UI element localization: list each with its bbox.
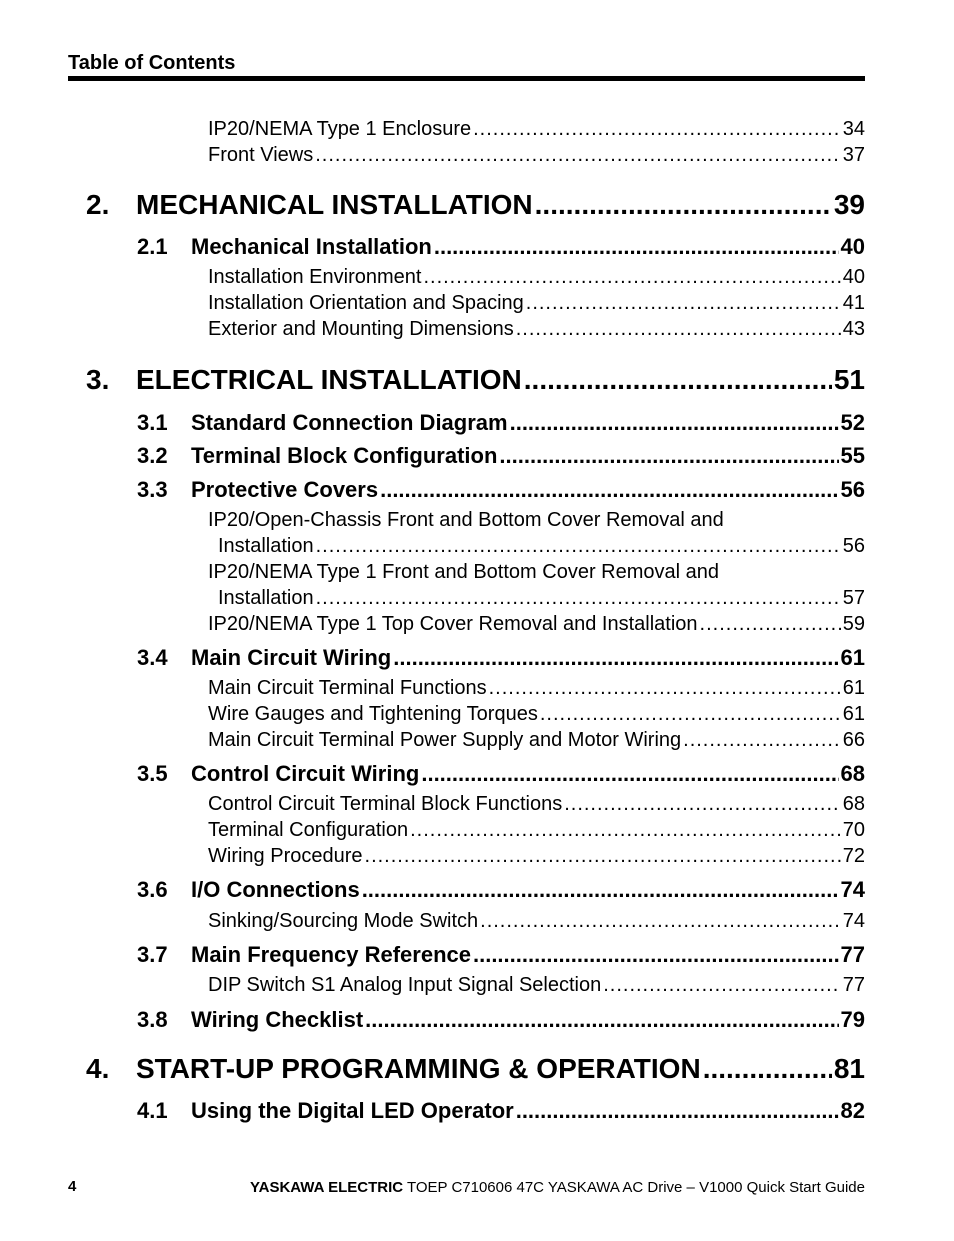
toc-page-number: 55 bbox=[840, 443, 865, 468]
leader-dots bbox=[703, 1053, 832, 1085]
header-title: Table of Contents bbox=[68, 52, 236, 74]
leader-dots bbox=[362, 877, 839, 903]
toc-section[interactable] bbox=[137, 761, 865, 787]
toc-label: DIP Switch S1 Analog Input Signal Selection bbox=[208, 974, 602, 996]
toc-label: Wiring Checklist bbox=[191, 1007, 364, 1032]
toc-page-number: 37 bbox=[842, 144, 865, 166]
toc-subentry[interactable] bbox=[208, 793, 865, 816]
leader-dots bbox=[393, 645, 838, 671]
footer-doc-text: TOEP C710606 47C YASKAWA AC Drive – V1000 Quick Start Guide bbox=[403, 1179, 865, 1196]
toc-subentry[interactable] bbox=[208, 292, 865, 315]
toc-page-number: 68 bbox=[842, 793, 865, 815]
toc-page-number: 61 bbox=[840, 645, 865, 670]
leader-dots bbox=[564, 793, 841, 816]
toc-page-number: 56 bbox=[842, 535, 865, 557]
toc-section[interactable] bbox=[137, 1007, 865, 1033]
toc-subentry[interactable] bbox=[208, 118, 865, 141]
toc-subentry[interactable] bbox=[208, 845, 865, 868]
leader-dots bbox=[316, 535, 841, 558]
toc-page-number: 77 bbox=[840, 942, 865, 967]
toc-page-number: 57 bbox=[842, 587, 865, 609]
toc-number: 3.8 bbox=[137, 1007, 168, 1032]
toc-label: Terminal Block Configuration bbox=[191, 443, 498, 468]
leader-dots bbox=[535, 189, 832, 221]
leader-dots bbox=[315, 144, 841, 167]
toc-section[interactable] bbox=[137, 877, 865, 903]
toc-section[interactable] bbox=[137, 410, 865, 436]
toc-page-number: 77 bbox=[842, 974, 865, 996]
toc-label: START-UP PROGRAMMING & OPERATION bbox=[136, 1053, 701, 1084]
toc-number: 3.4 bbox=[137, 645, 168, 670]
toc-chapter[interactable] bbox=[86, 189, 865, 221]
toc-page-number: 68 bbox=[840, 761, 865, 786]
footer-page-number: 4 bbox=[68, 1178, 77, 1195]
toc-page-number: 41 bbox=[842, 292, 865, 314]
leader-dots bbox=[473, 118, 841, 141]
leader-dots bbox=[489, 677, 841, 700]
leader-dots bbox=[516, 1098, 839, 1124]
leader-dots bbox=[516, 318, 841, 341]
footer-brand: YASKAWA ELECTRIC bbox=[250, 1179, 404, 1196]
leader-dots bbox=[365, 1007, 838, 1033]
toc-label: ELECTRICAL INSTALLATION bbox=[136, 364, 522, 395]
toc-page-number: 40 bbox=[842, 266, 865, 288]
leader-dots bbox=[316, 587, 841, 610]
toc-subentry[interactable] bbox=[208, 703, 865, 726]
toc-page-number: 52 bbox=[840, 410, 865, 435]
toc-chapter[interactable] bbox=[86, 1053, 865, 1085]
toc-page-number: 61 bbox=[842, 703, 865, 725]
toc-page-number: 70 bbox=[842, 819, 865, 841]
toc-subentry[interactable] bbox=[208, 729, 865, 752]
toc-label: Main Circuit Terminal Power Supply and Motor Wiring bbox=[208, 729, 682, 751]
toc-page-number: 82 bbox=[840, 1098, 865, 1123]
toc-number: 4.1 bbox=[137, 1098, 168, 1123]
toc-page-number: 34 bbox=[842, 118, 865, 140]
toc-subentry-label: IP20/Open-Chassis Front and Bottom Cover Removal and bbox=[208, 509, 724, 531]
toc-section[interactable] bbox=[137, 942, 865, 968]
toc-label: Wiring Procedure bbox=[208, 845, 363, 867]
leader-dots bbox=[524, 364, 832, 396]
leader-dots bbox=[480, 910, 841, 933]
toc-label: Front Views bbox=[208, 144, 314, 166]
toc-label: Sinking/Sourcing Mode Switch bbox=[208, 910, 479, 932]
toc-subentry-continuation: Installation bbox=[218, 535, 314, 557]
toc-page-number: 79 bbox=[840, 1007, 865, 1032]
leader-dots bbox=[410, 819, 841, 842]
toc-section[interactable] bbox=[137, 234, 865, 260]
leader-dots bbox=[380, 477, 838, 503]
leader-dots bbox=[423, 266, 840, 289]
toc-number: 3. bbox=[86, 364, 110, 395]
toc-page-number: 74 bbox=[840, 877, 865, 902]
toc-number: 2.1 bbox=[137, 234, 168, 259]
toc-subentry[interactable] bbox=[208, 819, 865, 842]
toc-label: Exterior and Mounting Dimensions bbox=[208, 318, 514, 340]
toc-label: Installation Environment bbox=[208, 266, 422, 288]
toc-label: MECHANICAL INSTALLATION bbox=[136, 189, 533, 220]
toc-page-number: 59 bbox=[842, 613, 865, 635]
toc-section[interactable] bbox=[137, 477, 865, 503]
toc-subentry-label: IP20/NEMA Type 1 Front and Bottom Cover Removal and bbox=[208, 561, 719, 583]
toc-subentry[interactable] bbox=[208, 266, 865, 289]
leader-dots bbox=[603, 974, 841, 997]
toc-section[interactable] bbox=[137, 1098, 865, 1124]
toc-label: Control Circuit Terminal Block Functions bbox=[208, 793, 563, 815]
toc-label: Installation Orientation and Spacing bbox=[208, 292, 524, 314]
toc-number: 3.5 bbox=[137, 761, 168, 786]
toc-subentry[interactable] bbox=[208, 677, 865, 700]
toc-page-number: 72 bbox=[842, 845, 865, 867]
toc-page-number: 43 bbox=[842, 318, 865, 340]
toc-page-number: 66 bbox=[842, 729, 865, 751]
leader-dots bbox=[526, 292, 841, 315]
leader-dots bbox=[365, 845, 841, 868]
toc-page-number: 81 bbox=[833, 1053, 865, 1084]
leader-dots bbox=[473, 942, 839, 968]
toc-label: Main Frequency Reference bbox=[191, 942, 471, 967]
toc-number: 4. bbox=[86, 1053, 110, 1084]
toc-section[interactable] bbox=[137, 645, 865, 671]
leader-dots bbox=[540, 703, 841, 726]
leader-dots bbox=[700, 613, 841, 636]
leader-dots bbox=[510, 410, 839, 436]
toc-subentry[interactable] bbox=[218, 587, 865, 610]
toc-number: 3.1 bbox=[137, 410, 168, 435]
leader-dots bbox=[683, 729, 841, 752]
toc-label: I/O Connections bbox=[191, 877, 360, 902]
toc-number: 2. bbox=[86, 189, 110, 220]
toc-label: Main Circuit Wiring bbox=[191, 645, 392, 670]
toc-subentry[interactable] bbox=[218, 535, 865, 558]
toc-page-number: 56 bbox=[840, 477, 865, 502]
toc-chapter[interactable] bbox=[86, 364, 865, 396]
leader-dots bbox=[421, 761, 838, 787]
toc-number: 3.6 bbox=[137, 877, 168, 902]
toc-subentry[interactable] bbox=[208, 318, 865, 341]
toc-subentry[interactable] bbox=[208, 144, 865, 167]
toc-page-number: 61 bbox=[842, 677, 865, 699]
toc-page-number: 74 bbox=[842, 910, 865, 932]
toc-page-number: 51 bbox=[833, 364, 865, 395]
toc-label: IP20/NEMA Type 1 Enclosure bbox=[208, 118, 472, 140]
toc-subentry[interactable] bbox=[208, 974, 865, 997]
toc-number: 3.2 bbox=[137, 443, 168, 468]
toc-label: Wire Gauges and Tightening Torques bbox=[208, 703, 538, 725]
toc-label: Terminal Configuration bbox=[208, 819, 409, 841]
footer-document-info bbox=[250, 1179, 865, 1196]
leader-dots bbox=[499, 443, 838, 469]
toc-label: IP20/NEMA Type 1 Top Cover Removal and Installation bbox=[208, 613, 698, 635]
toc-label: Mechanical Installation bbox=[191, 234, 432, 259]
leader-dots bbox=[434, 234, 839, 260]
toc-subentry[interactable] bbox=[208, 910, 865, 933]
toc-label: Standard Connection Diagram bbox=[191, 410, 508, 435]
toc-subentry[interactable] bbox=[208, 613, 865, 636]
toc-label: Using the Digital LED Operator bbox=[191, 1098, 514, 1123]
toc-number: 3.7 bbox=[137, 942, 168, 967]
toc-label: Main Circuit Terminal Functions bbox=[208, 677, 487, 699]
toc-page-number: 40 bbox=[840, 234, 865, 259]
toc-subentry-continuation: Installation bbox=[218, 587, 314, 609]
toc-label: Control Circuit Wiring bbox=[191, 761, 420, 786]
toc-label: Protective Covers bbox=[191, 477, 379, 502]
toc-number: 3.3 bbox=[137, 477, 168, 502]
toc-page-number: 39 bbox=[833, 189, 865, 220]
toc-section[interactable] bbox=[137, 443, 865, 469]
